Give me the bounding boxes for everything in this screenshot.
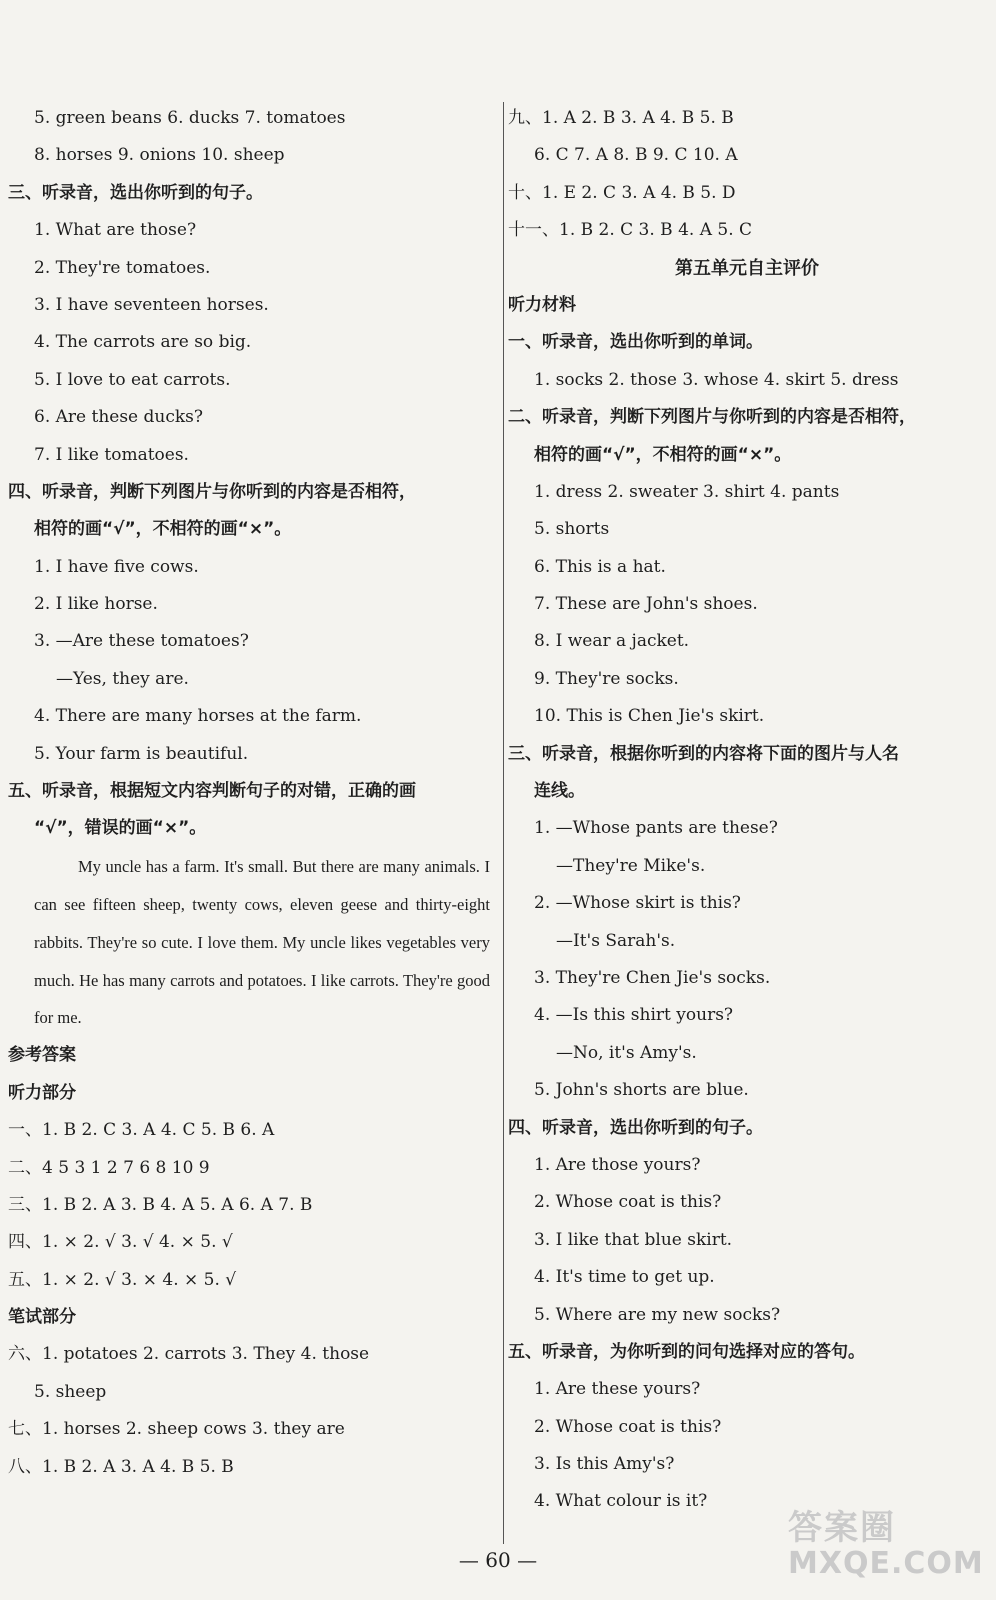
text-line: 四、1. × 2. √ 3. √ 4. × 5. √ [8,1232,233,1253]
section-heading: 四、听录音，判断下列图片与你听到的内容是否相符， [8,481,416,502]
text-line: 七、1. horses 2. sheep cows 3. they are [8,1419,345,1440]
section-heading: 一、听录音，选出你听到的单词。 [508,332,763,353]
text-line: 六、1. potatoes 2. carrots 3. They 4. those [8,1344,370,1365]
text-line: 3. I like that blue skirt. [534,1229,733,1250]
text-line: 8. horses 9. onions 10. sheep [34,145,285,166]
text-line: 7. I like tomatoes. [34,444,189,465]
page-number: — 60 — [458,1548,538,1572]
text-line: 2. They're tomatoes. [34,257,211,278]
text-line: 十、1. E 2. C 3. A 4. B 5. D [508,182,736,203]
text-line: “√”，错误的画“×”。 [34,818,207,839]
text-line: —No, it's Amy's. [556,1042,697,1063]
text-line: 二、4 5 3 1 2 7 6 8 10 9 [8,1157,210,1178]
text-line: 九、1. A 2. B 3. A 4. B 5. B [508,108,734,128]
text-line: 十一、1. B 2. C 3. B 4. A 5. C [508,220,753,241]
section-heading: 听力部分 [8,1082,76,1103]
text-line: 9. They're socks. [534,668,679,689]
text-line: 6. C 7. A 8. B 9. C 10. A [534,145,738,166]
text-line: 5. Your farm is beautiful. [34,743,249,764]
section-heading: 三、听录音，根据你听到的内容将下面的图片与人名 [508,743,899,764]
section-heading: 四、听录音，选出你听到的句子。 [508,1117,763,1138]
text-line: 3. They're Chen Jie's socks. [534,967,771,988]
text-line: 1. dress 2. sweater 3. shirt 4. pants [534,481,840,502]
text-line: 1. What are those? [34,220,197,241]
text-line: —Yes, they are. [56,668,189,689]
passage-block [8,848,490,1038]
text-line: 4. What colour is it? [534,1491,708,1512]
section-heading: 三、听录音，选出你听到的句子。 [8,182,263,203]
text-line: 2. I like horse. [34,594,158,615]
watermark-logo [788,1500,988,1582]
section-heading: 听力材料 [508,294,576,315]
text-line: 7. These are John's shoes. [534,594,758,615]
text-line: 1. Are these yours? [534,1379,701,1400]
text-line: 4. —Is this shirt yours? [534,1005,734,1026]
text-line: 2. —Whose skirt is this? [534,893,741,914]
text-line: 3. Is this Amy's? [534,1454,675,1475]
text-line: 4. It's time to get up. [534,1267,715,1288]
watermark-url: MXQE.COM [788,1546,984,1581]
right-column [508,100,986,1521]
text-line: 3. —Are these tomatoes? [34,631,249,652]
text-line: —It's Sarah's. [556,930,676,951]
text-line: 5. John's shorts are blue. [534,1080,749,1101]
text-line: 6. This is a hat. [534,556,666,577]
text-line: 1. Are those yours? [534,1154,701,1175]
text-line: 8. I wear a jacket. [534,631,690,652]
section-heading: 五、听录音，为你听到的问句选择对应的答句。 [508,1341,865,1362]
text-line: 相符的画“√”，不相符的画“×”。 [534,444,792,465]
section-heading: 五、听录音，根据短文内容判断句子的对错，正确的画 [8,781,416,802]
text-line: 五、1. × 2. √ 3. × 4. × 5. √ [8,1269,237,1290]
text-line: 八、1. B 2. A 3. A 4. B 5. B [8,1456,234,1477]
text-line: 3. I have seventeen horses. [34,294,269,315]
text-line: 5. shorts [534,519,610,540]
text-line: 6. Are these ducks? [34,407,204,428]
text-line: 一、1. B 2. C 3. A 4. C 5. B 6. A [8,1120,275,1141]
column-divider [503,102,504,1544]
section-heading: 二、听录音，判断下列图片与你听到的内容是否相符， [508,407,916,428]
text-line: 1. socks 2. those 3. whose 4. skirt 5. dress [534,369,899,390]
text-line: 5. Where are my new socks? [534,1304,781,1325]
left-column [8,100,490,1486]
text-line: 2. Whose coat is this? [534,1192,722,1213]
section-heading: 参考答案 [8,1045,76,1066]
text-line: 1. I have five cows. [34,556,199,577]
text-line: 5. I love to eat carrots. [34,369,231,390]
passage-text: My uncle has a farm. It's small. But there are many animals. I can see fifteen sheep, twenty cows, eleven geese and thirty-eight rabbits. They're so cute. I love them. My uncle likes vegetables very much. He has many carrots and potatoes. I like carrots. They're good for me. [34,856,490,1028]
watermark-text: 答案圈 [788,1508,896,1548]
section-heading: 笔试部分 [8,1307,76,1328]
text-line: 2. Whose coat is this? [534,1416,722,1437]
text-line: 5. sheep [34,1381,107,1402]
text-line: 三、1. B 2. A 3. B 4. A 5. A 6. A 7. B [8,1194,313,1215]
section-heading: 第五单元自主评价 [675,257,819,279]
text-line: 连线。 [534,781,585,802]
text-line: 4. There are many horses at the farm. [34,706,362,727]
text-line: 10. This is Chen Jie's skirt. [534,706,765,727]
text-line: —They're Mike's. [556,855,706,876]
text-line: 相符的画“√”，不相符的画“×”。 [34,519,292,540]
text-line: 1. —Whose pants are these? [534,818,778,839]
text-line: 5. green beans 6. ducks 7. tomatoes [34,108,346,128]
text-line: 4. The carrots are so big. [34,332,252,353]
